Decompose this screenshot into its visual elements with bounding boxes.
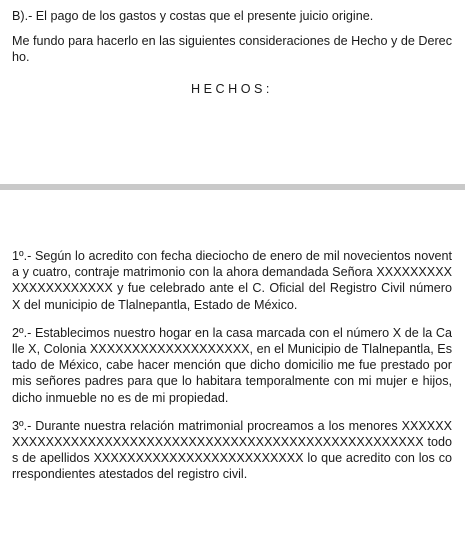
fact-paragraph-1: 1º.- Según lo acredito con fecha dieciocho de enero de mil novecientos noventa y cuatro, contraje matrimonio con la ahora demandada Señora XXXXXXXXXXXXXXXXXXXXX y fue celebrado ante el C. Oficial del Registro Civil número X del municipio de Tlalnepantla, Estado de México. xyxy=(12,249,452,312)
document-page-top xyxy=(12,8,452,97)
fact-paragraph-2: 2º.- Establecimos nuestro hogar en la casa marcada con el número X de la Calle X, Colonia XXXXXXXXXXXXXXXXXXX, en el Municipio de Tlalnepantla, Estado de México, cabe hacer mención que dicho domicilio me fue prestado por mis señores padres para que lo habitara temporalmente con mi mujer e hijos, dicho inmueble no es de mi propiedad. xyxy=(12,325,452,405)
document-page-bottom xyxy=(12,248,452,495)
section-heading-hechos: HECHOS: xyxy=(191,81,273,96)
petition-item-b: B).- El pago de los gastos y costas que el presente juicio origine. xyxy=(12,9,374,23)
fact-paragraph-3: 3º.- Durante nuestra relación matrimonial procreamos a los menores XXXXXXXXXXXXXXXXXXXXXXXXXXXXXXXXXXXXXXXXXXXXXXXXXXXXXXX todos de apellidos XXXXXXXXXXXXXXXXXXXXXXXXX lo que acredito con los correspondientes atestados del registro civil. xyxy=(12,418,452,482)
intro-paragraph: Me fundo para hacerlo en las siguientes consideraciones de Hecho y de Derecho. xyxy=(12,34,452,65)
page-break-divider xyxy=(0,184,465,190)
